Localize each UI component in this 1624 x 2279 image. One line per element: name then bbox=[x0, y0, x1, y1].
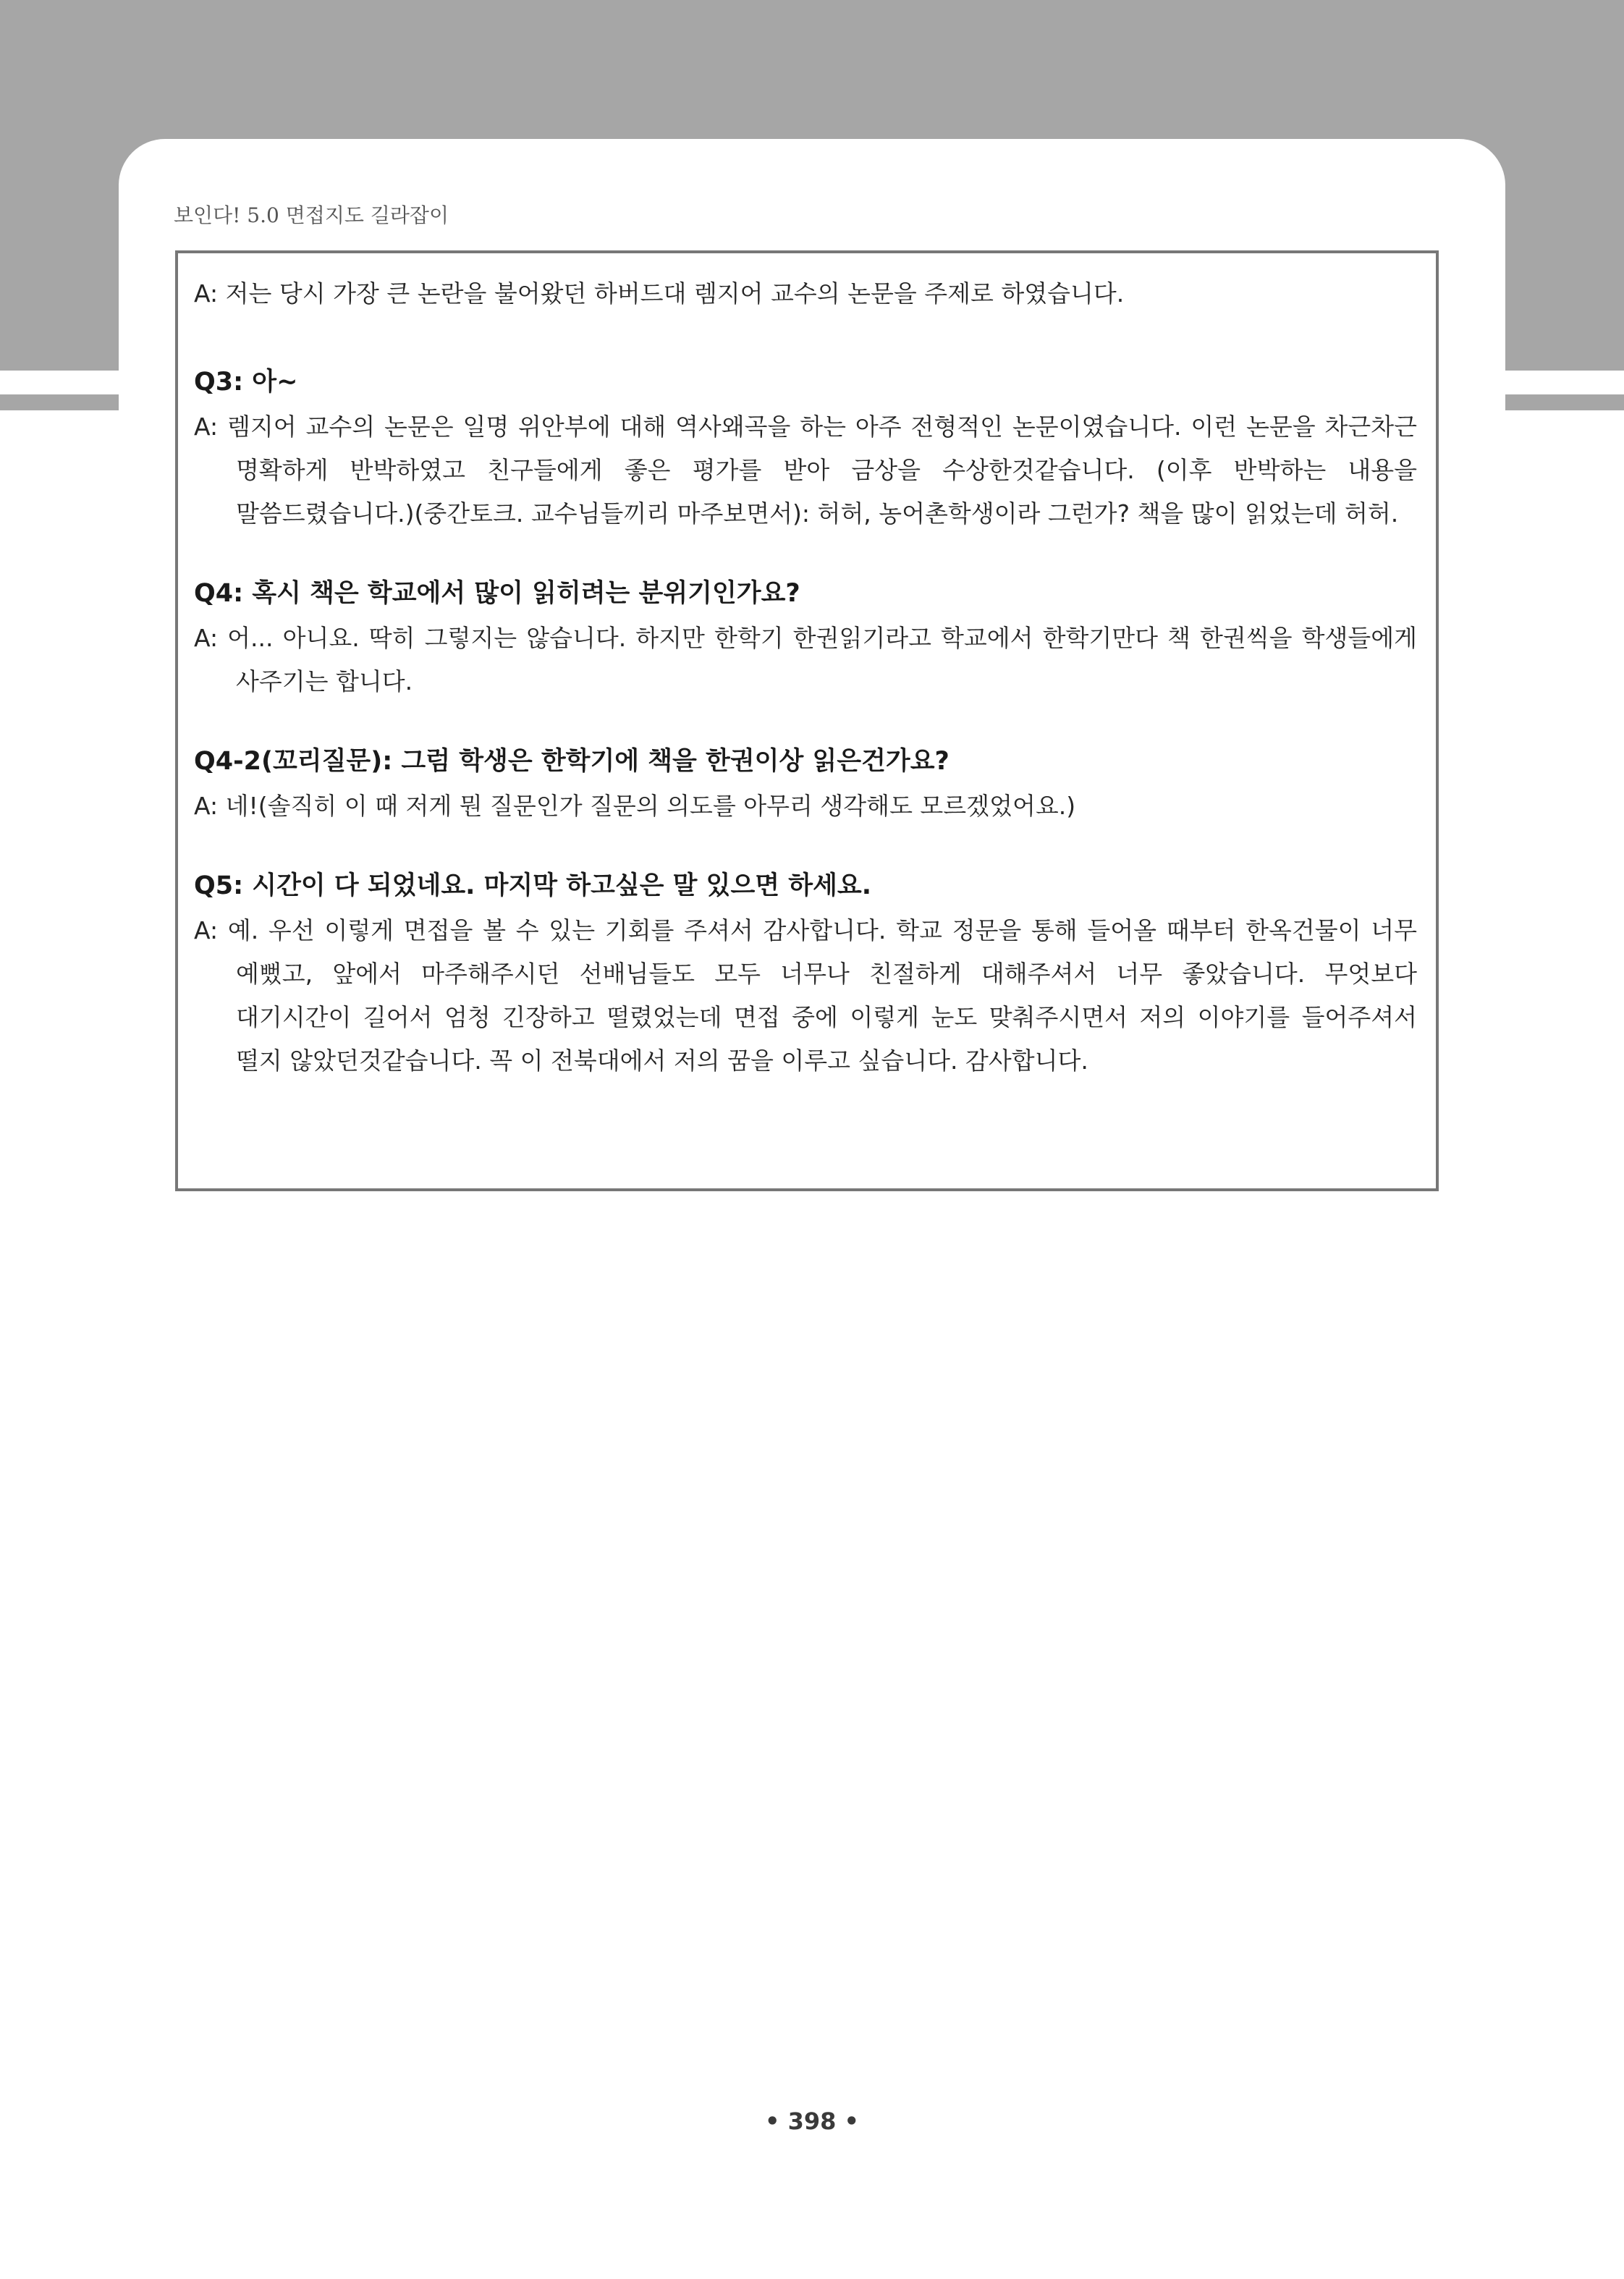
qa-block-opening bbox=[194, 272, 1417, 316]
question-q3: Q3: 아~ bbox=[194, 368, 298, 397]
question-q4: Q4: 혹시 책은 학교에서 많이 읽히려는 분위기인가요? bbox=[194, 579, 800, 608]
question-q4-2: Q4-2(꼬리질문): 그럼 학생은 한학기에 책을 한권이상 읽은건가요? bbox=[194, 747, 950, 776]
answer-q3: A: 렘지어 교수의 논문은 일명 위안부에 대해 역사왜곡을 하는 아주 전형적인 논문이였습니다. 이런 논문을 차근차근 명확하게 반박하였고 친구들에게 좋은 평가를 받아 금상을 수상한것같습니다. (이후 반박하는 내용을 말씀드렸습니다.)(중간토크. 교수님들끼리 마주보면서): 허허, 농어촌학생이라 그런가? 책을 많이 읽었는데 허허. bbox=[194, 413, 1417, 528]
running-title: 보인다! 5.0 면접지도 길라잡이 bbox=[174, 203, 449, 227]
qa-block-q4 bbox=[194, 572, 1417, 703]
right-side-stripe bbox=[1505, 394, 1624, 410]
qa-block-q5 bbox=[194, 864, 1417, 1083]
question-q5: Q5: 시간이 다 되었네요. 마지막 하고싶은 말 있으면 하세요. bbox=[194, 871, 871, 900]
opening-answer: A: 저는 당시 가장 큰 논란을 불어왔던 하버드대 렘지어 교수의 논문을 주제로 하였습니다. bbox=[194, 279, 1125, 308]
answer-q4: A: 어... 아니요. 딱히 그렇지는 않습니다. 하지만 한학기 한권읽기라고 학교에서 한학기만다 책 한권씩을 학생들에게 사주기는 합니다. bbox=[194, 624, 1417, 695]
qa-list bbox=[194, 272, 1417, 1119]
qa-block-q3 bbox=[194, 360, 1417, 536]
left-side-stripe bbox=[0, 394, 119, 410]
answer-q4-2: A: 네!(솔직히 이 때 저게 뭔 질문인가 질문의 의도를 아무리 생각해도 모르겠었어요.) bbox=[194, 792, 1076, 820]
page-number: • 398 • bbox=[765, 2107, 859, 2135]
answer-q5: A: 예. 우선 이렇게 면접을 볼 수 있는 기회를 주셔서 감사합니다. 학교 정문을 통해 들어올 때부터 한옥건물이 너무 예뻤고, 앞에서 마주해주시던 선배님들도 모두 너무나 친절하게 대해주셔서 너무 좋았습니다. 무엇보다 대기시간이 길어서 엄청 긴장하고 떨렸었는데 면접 중에 이렇게 눈도 맞춰주시면서 저의 이야기를 들어주셔서 떨지 않았던것같습니다. 꼭 이 전북대에서 저의 꿈을 이루고 싶습니다. 감사합니다. bbox=[194, 916, 1417, 1075]
qa-block-q4-2 bbox=[194, 740, 1417, 828]
interview-box bbox=[175, 250, 1439, 1191]
